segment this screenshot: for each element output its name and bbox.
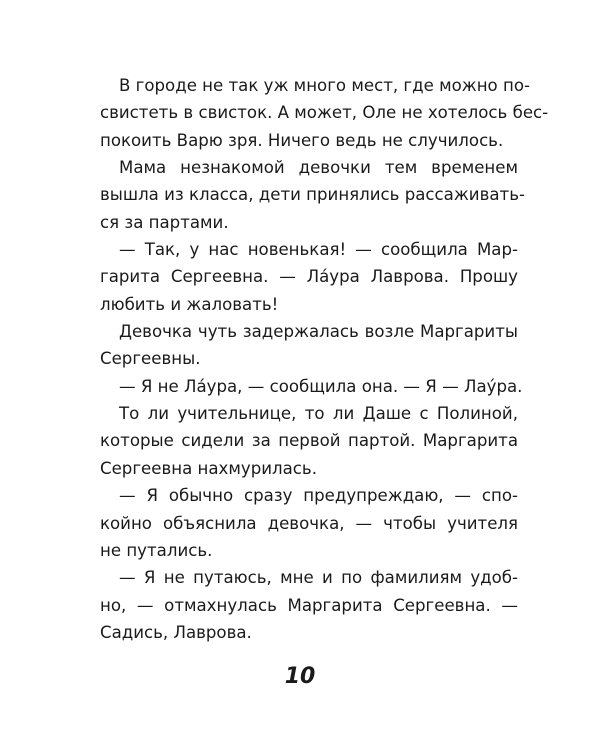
text-line: но, — отмахнулась Маргарита Сергеевна. —	[100, 595, 518, 615]
body-text	[100, 72, 549, 646]
text-line: свистеть в свисток. А может, Оле не хотелось бес-	[100, 103, 549, 123]
text-line: Мама незнакомой девочки тем временем	[119, 158, 518, 178]
text-line: Сергеевны.	[100, 349, 201, 369]
text-line: койно объяснила девочка, — чтобы учителя	[100, 513, 518, 533]
text-line: В городе не так уж много мест, где можно по-	[119, 76, 530, 95]
text-line: вышла из класса, дети принялись рассаживать-	[100, 185, 525, 205]
text-line: — Так, у нас новенькая! — сообщила Мар-	[119, 240, 518, 260]
page-number: 10	[284, 664, 316, 689]
text-line: — Я обычно сразу предупреждаю, — спо-	[119, 486, 518, 506]
text-line: — Я не путаюсь, мне и по фамилиям удоб-	[119, 568, 518, 588]
text-line: которые сидели за первой партой. Маргарита	[100, 431, 518, 451]
text-line: То ли учительнице, то ли Даше с Полиной,	[119, 404, 518, 424]
text-line: Девочка чуть задержалась возле Маргариты	[119, 322, 518, 342]
text-line: любить и жаловать!	[100, 294, 279, 314]
text-line: Садись, Лаврова.	[100, 622, 252, 642]
text-line: ся за партами.	[100, 212, 229, 232]
text-line: — Я не Ла́ура, — сообщила она. — Я — Лау́ра.	[119, 376, 523, 396]
text-line: не путались.	[100, 540, 213, 560]
text-line: Сергеевна нахмурилась.	[100, 458, 317, 478]
text-line: гарита Сергеевна. — Ла́ура Лаврова. Прошу	[100, 267, 518, 287]
text-line: покоить Варю зря. Ничего ведь не случилось.	[100, 130, 504, 150]
